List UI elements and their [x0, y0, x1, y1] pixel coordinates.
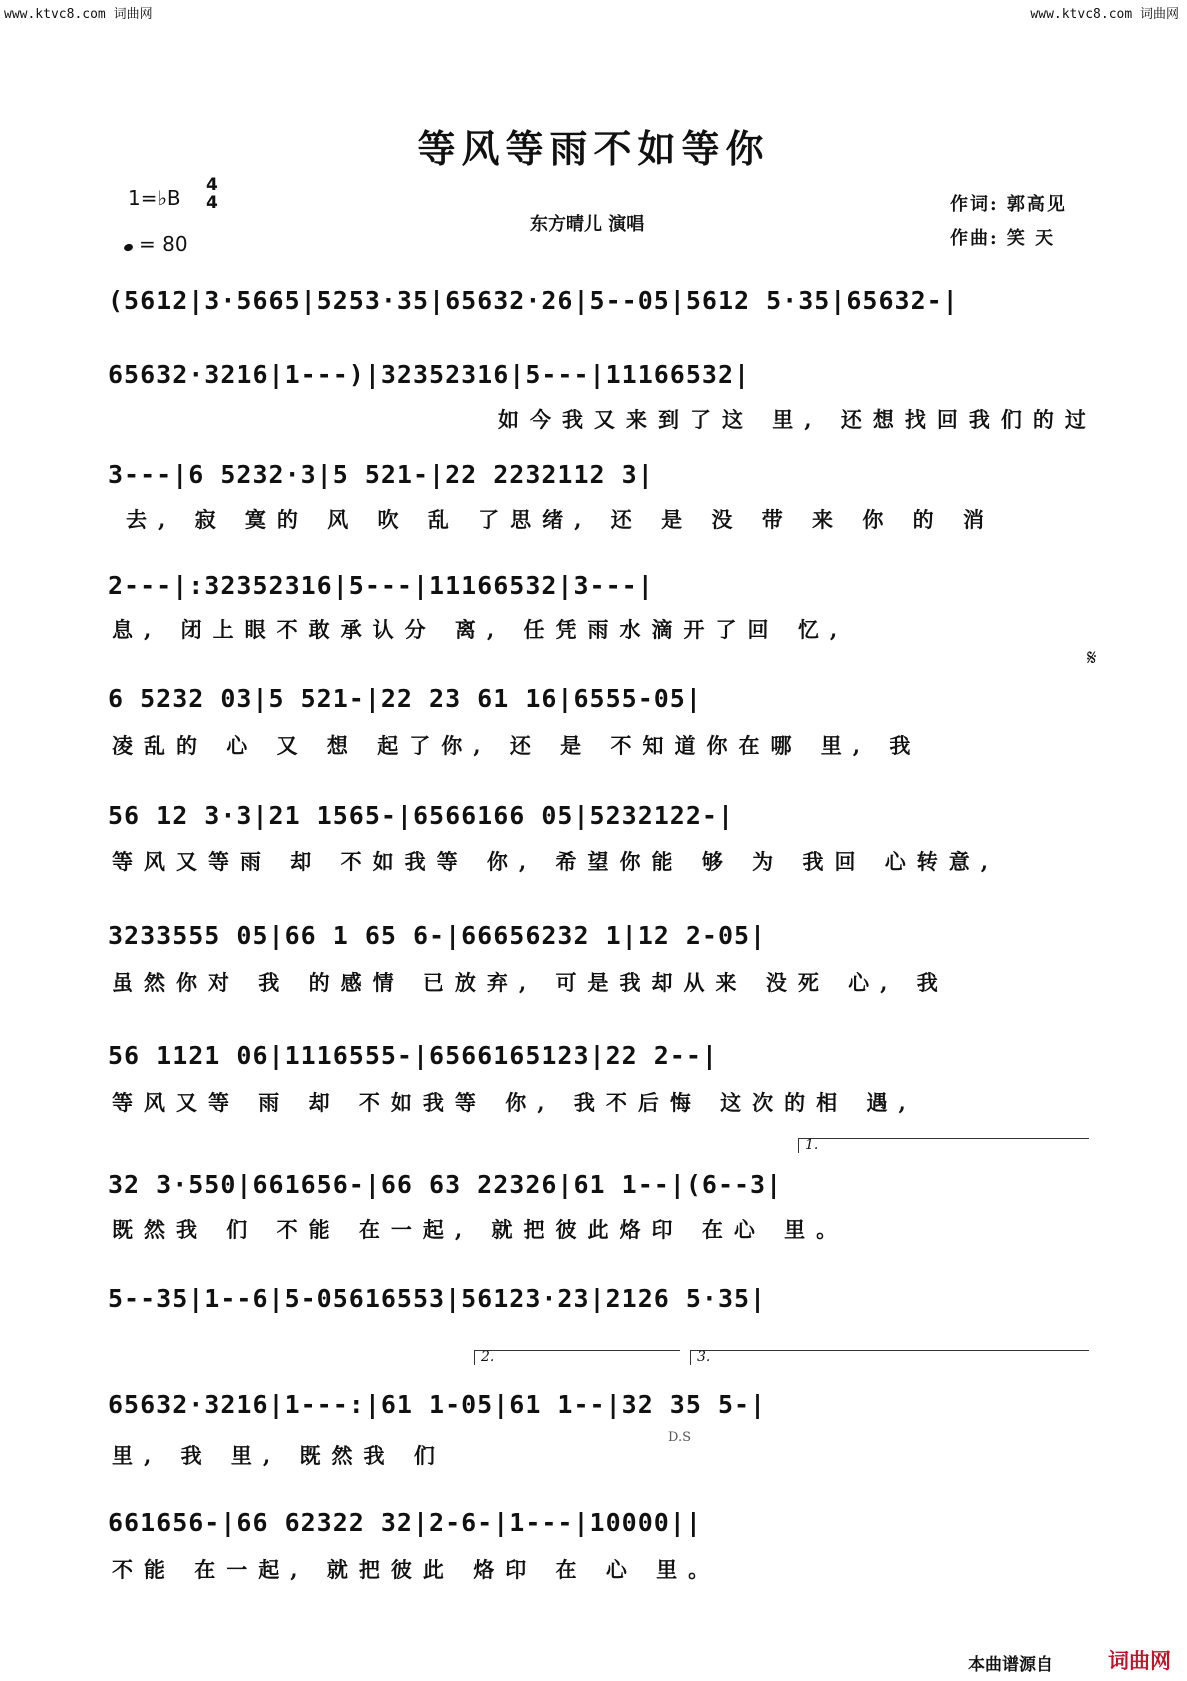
volta-bracket-3	[690, 1350, 1089, 1365]
tempo-marking	[124, 232, 188, 256]
staff-notes: 2---|:32352316|5---|11166532|3---|	[108, 571, 654, 600]
site-logo[interactable]: 词曲网	[1108, 1649, 1171, 1673]
volta-1-label: 1.	[805, 1137, 819, 1153]
song-title: 等风等雨不如等你	[417, 126, 770, 171]
segno-icon: 𝄋	[1087, 646, 1097, 671]
lyric-line-5: 凌乱的 心 又 想 起了你, 还 是 不知道你在哪 里, 我	[112, 733, 922, 758]
lyricist-credit: 作词: 郭高见	[950, 194, 1067, 215]
lyric-line-9: 既然我 们 不能 在一起, 就把彼此烙印 在心 里。	[112, 1217, 849, 1242]
volta-bracket-2	[474, 1350, 680, 1365]
lyric-line-8: 等风又等 雨 却 不如我等 你, 我不后悔 这次的相 遇,	[112, 1090, 917, 1115]
staff-notes: (5612|3·5665|5253·35|65632·26|5--05|5612 5·35|65632-|	[108, 286, 959, 315]
site-url-right[interactable]: www.ktvc8.com 词曲网	[1030, 7, 1179, 22]
lyric-line-7: 虽然你对 我 的感情 已放弃, 可是我却从来 没死 心, 我	[112, 970, 949, 995]
staff-notes: 56 1121 06|1116555-|6566165123|22 2--|	[108, 1041, 718, 1070]
staff-line-1	[108, 286, 1187, 346]
staff-notes: 661656-|66 62322 32|2-6-|1---|10000||	[108, 1508, 702, 1537]
time-signature-bottom: 4	[206, 193, 218, 213]
volta-2-label: 2.	[481, 1349, 495, 1365]
staff-notes: 32 3·550|661656-|66 63 22326|61 1--|(6--3|	[108, 1170, 783, 1199]
staff-notes: 5--35|1--6|5-05616553|56123·23|2126 5·35|	[108, 1284, 767, 1313]
time-signature	[206, 176, 218, 212]
lyric-line-6: 等风又等雨 却 不如我等 你, 希望你能 够 为 我回 心转意,	[112, 849, 1000, 874]
quarter-note-icon	[123, 243, 134, 253]
staff-notes: 56 12 3·3|21 1565-|6566166 05|5232122-|	[108, 801, 734, 830]
tempo-value: = 80	[139, 232, 188, 256]
footer-source-text: 本曲谱源自	[968, 1655, 1053, 1675]
volta-3-label: 3.	[697, 1349, 711, 1365]
staff-notes: 6 5232 03|5 521-|22 23 61 16|6555-05|	[108, 684, 702, 713]
time-signature-top: 4	[206, 175, 218, 195]
lyric-line-12: 不能 在一起, 就把彼此 烙印 在 心 里。	[112, 1557, 721, 1582]
staff-notes: 3233555 05|66 1 65 6-|66656232 1|12 2-05|	[108, 921, 767, 950]
singer-credit: 东方晴儿 演唱	[530, 214, 645, 235]
lyric-line-2: 如今我又来到了这 里, 还想找回我们的过	[498, 407, 1097, 432]
site-url-left[interactable]: www.ktvc8.com 词曲网	[4, 7, 153, 22]
composer-credit: 作曲: 笑 天	[950, 228, 1056, 249]
key-signature: 1=♭B	[128, 186, 181, 210]
staff-notes: 3---|6 5232·3|5 521-|22 2232112 3|	[108, 460, 654, 489]
staff-notes: 65632·3216|1---:|61 1-05|61 1--|32 35 5-|	[108, 1390, 767, 1419]
staff-notes: 65632·3216|1---)|32352316|5---|11166532|	[108, 360, 751, 389]
volta-bracket-1	[798, 1138, 1089, 1153]
lyric-line-11: 里, 我 里, 既然我 们	[112, 1443, 446, 1468]
lyric-line-3: 去, 寂 寞的 风 吹 乱 了思绪, 还 是 没 带 来 你 的 消	[126, 507, 995, 532]
lyric-line-4: 息, 闭上眼不敢承认分 离, 任凭雨水滴开了回 忆,	[112, 617, 849, 642]
ds-marking: D.S	[668, 1430, 691, 1445]
staff-line-10	[108, 1284, 1187, 1344]
